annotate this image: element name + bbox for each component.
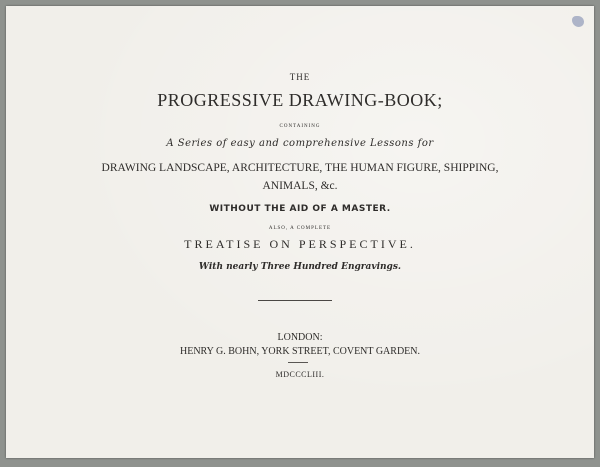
also-complete-label: ALSO, A COMPLETE [268,226,332,231]
treatise-heading: TREATISE ON PERSPECTIVE. [184,237,416,251]
publisher-line: HENRY G. BOHN, YORK STREET, COVENT GARDEN. [180,346,420,357]
small-divider-rule [288,362,308,363]
place-of-publication: LONDON: [277,332,323,343]
publication-date: MDCCCLIII. [275,370,325,379]
engravings-line: With nearly Three Hundred Engravings. [198,262,402,272]
subjects-line-1: DRAWING LANDSCAPE, ARCHITECTURE, THE HUMAN FIGURE, SHIPPING, [101,162,499,174]
series-subtitle: A Series of easy and comprehensive Lessons for [166,138,434,149]
subjects-line-2: ANIMALS, &c. [262,180,338,192]
ink-stain [572,16,584,27]
article-the: THE [289,72,311,82]
containing-label: CONTAINING [279,124,321,129]
without-master-line: WITHOUT THE AID OF A MASTER. [209,204,391,214]
book-title: PROGRESSIVE DRAWING-BOOK; [157,90,443,110]
divider-rule [258,300,332,301]
